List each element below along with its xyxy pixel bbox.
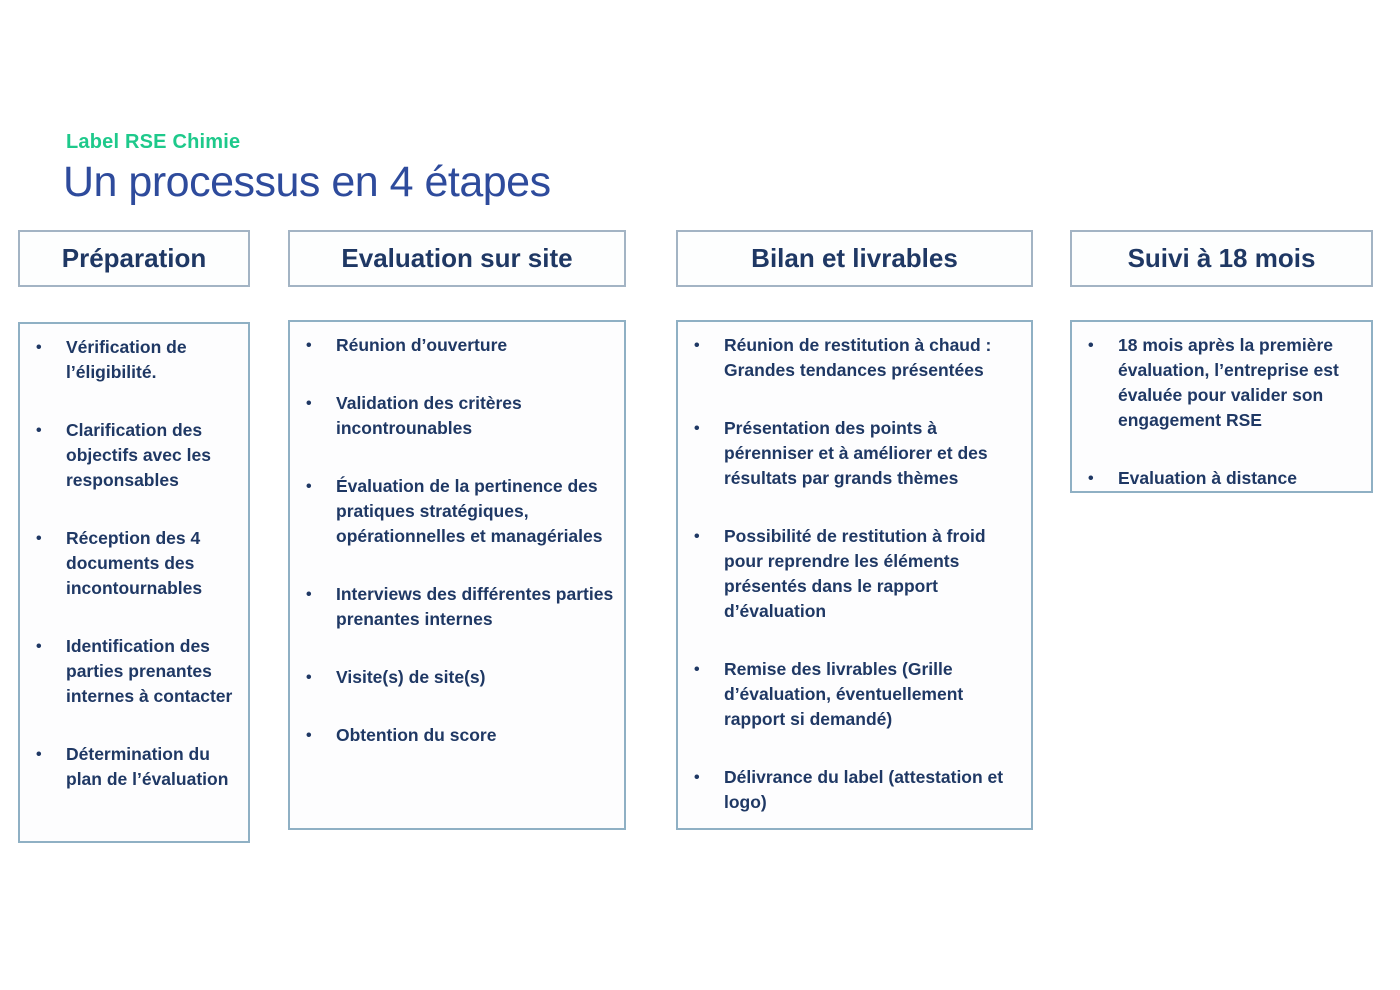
column-content-preparation (18, 322, 250, 843)
slide-title: Un processus en 4 étapes (63, 158, 551, 206)
list-item-text: 18 mois après la première évaluation, l’entreprise est évaluée pour valider son engagement RSE (1118, 335, 1339, 430)
bullet-icon: • (36, 422, 42, 439)
column-header-preparation: Préparation (18, 230, 250, 287)
list-item-text: Validation des critères incontrounables (336, 393, 522, 438)
list-item (290, 333, 616, 358)
list-item-text: Réunion de restitution à chaud : Grandes tendances présentées (724, 335, 992, 380)
column-header-evaluation-sur-site: Evaluation sur site (288, 230, 626, 287)
list-item (1072, 333, 1363, 433)
bullet-icon: • (694, 337, 700, 354)
list-item (20, 634, 240, 709)
list-item-text: Possibilité de restitution à froid pour reprendre les éléments présentés dans le rapport d’évaluation (724, 526, 986, 621)
list-item (290, 723, 616, 748)
bullet-icon: • (306, 478, 312, 495)
list-item (678, 765, 1023, 815)
column-content-suivi-18-mois (1070, 320, 1373, 493)
list-item (290, 474, 616, 549)
bullet-icon: • (36, 530, 42, 547)
list-item-text: Obtention du score (336, 725, 497, 745)
bullet-icon: • (1088, 337, 1094, 354)
list-item-text: Evaluation à distance (1118, 468, 1297, 488)
bullet-icon: • (306, 669, 312, 686)
list-item (20, 335, 240, 385)
list-item-text: Détermination du plan de l’évaluation (66, 744, 229, 789)
bullet-icon: • (694, 528, 700, 545)
bullet-icon: • (694, 769, 700, 786)
list-item (290, 582, 616, 632)
bullet-icon: • (306, 395, 312, 412)
bullet-list-bilan-et-livrables (678, 333, 1023, 815)
list-item-text: Vérification de l’éligibilité. (66, 337, 187, 382)
list-item (20, 418, 240, 493)
bullet-list-evaluation-sur-site (290, 333, 616, 748)
column-header-suivi-18-mois: Suivi à 18 mois (1070, 230, 1373, 287)
list-item (20, 526, 240, 601)
bullet-icon: • (306, 586, 312, 603)
bullet-list-suivi-18-mois (1072, 333, 1363, 491)
list-item (678, 333, 1023, 383)
list-item (1072, 466, 1363, 491)
list-item (290, 391, 616, 441)
bullet-icon: • (694, 420, 700, 437)
bullet-icon: • (1088, 470, 1094, 487)
list-item-text: Visite(s) de site(s) (336, 667, 486, 687)
list-item-text: Réunion d’ouverture (336, 335, 508, 355)
bullet-icon: • (36, 746, 42, 763)
column-content-bilan-et-livrables (676, 320, 1033, 830)
bullet-icon: • (694, 661, 700, 678)
list-item-text: Identification des parties prenantes internes à contacter (66, 636, 233, 706)
bullet-list-preparation (20, 335, 240, 792)
list-item (678, 657, 1023, 732)
list-item-text: Évaluation de la pertinence des pratiques stratégiques, opérationnelles et managériales (336, 476, 603, 546)
list-item-text: Réception des 4 documents des incontournables (66, 528, 203, 598)
list-item (20, 742, 240, 792)
slide-eyebrow-label: Label RSE Chimie (66, 131, 241, 153)
column-content-evaluation-sur-site (288, 320, 626, 830)
list-item-text: Remise des livrables (Grille d’évaluation, éventuellement rapport si demandé) (724, 659, 964, 729)
bullet-icon: • (306, 337, 312, 354)
column-header-bilan-et-livrables: Bilan et livrables (676, 230, 1033, 287)
list-item-text: Clarification des objectifs avec les responsables (66, 420, 211, 490)
bullet-icon: • (36, 339, 42, 356)
list-item (290, 665, 616, 690)
list-item (678, 524, 1023, 624)
list-item-text: Présentation des points à pérenniser et à améliorer et des résultats par grands thèmes (724, 418, 988, 488)
list-item (678, 416, 1023, 491)
list-item-text: Délivrance du label (attestation et logo) (724, 767, 1004, 812)
list-item-text: Interviews des différentes parties prenantes internes (336, 584, 614, 629)
bullet-icon: • (306, 727, 312, 744)
bullet-icon: • (36, 638, 42, 655)
